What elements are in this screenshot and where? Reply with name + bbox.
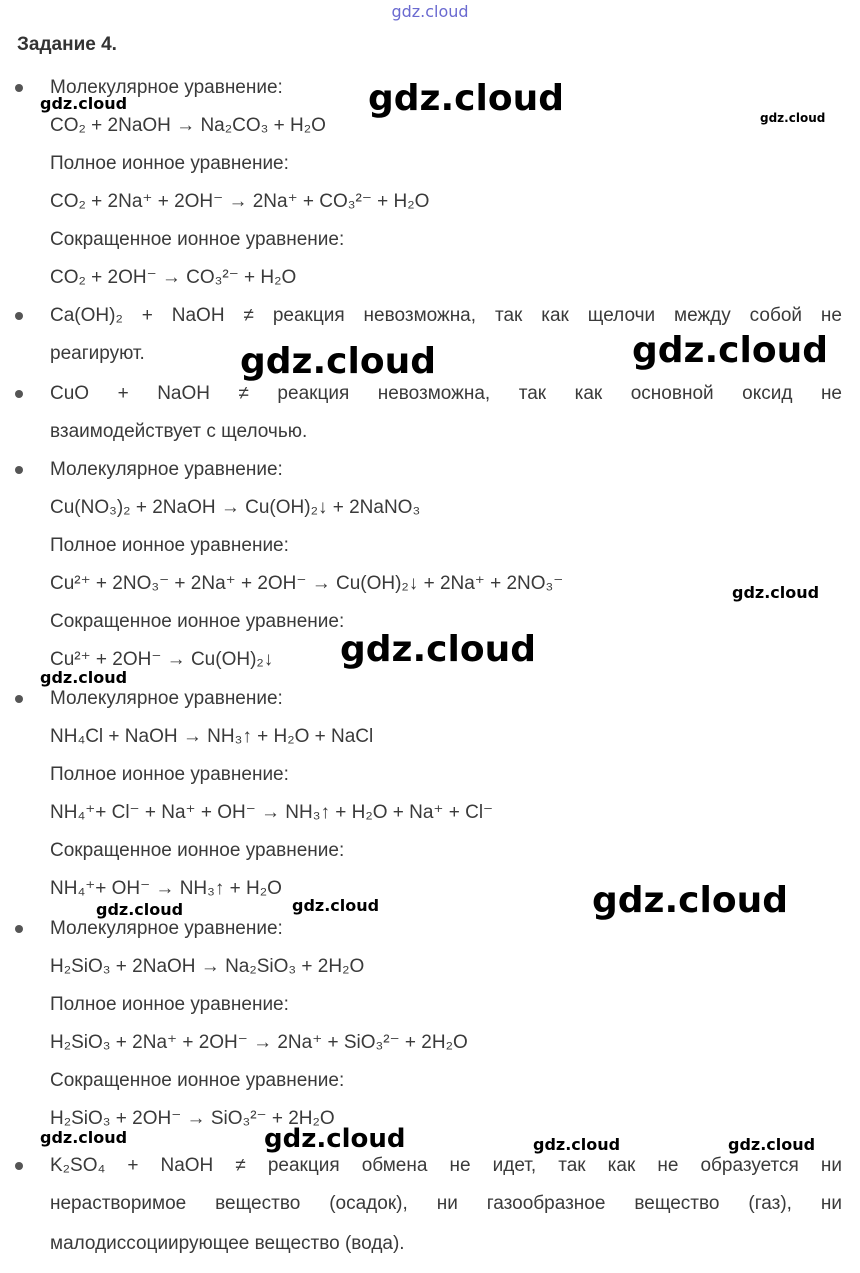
item4-short-equation: Cu²⁺ + 2OH⁻ → Cu(OH)₂↓ xyxy=(50,649,274,670)
watermark-small: gdz.cloud xyxy=(96,900,184,919)
item4-full-equation: Cu²⁺ + 2NO₃⁻ + 2Na⁺ + 2OH⁻ → Cu(OH)₂↓ + 2Na⁺ + 2NO₃⁻ xyxy=(50,573,564,594)
item1-short-equation: CO₂ + 2OH⁻ → CO₃²⁻ + H₂O xyxy=(50,267,297,288)
bullet-4 xyxy=(15,466,23,474)
item6-molecular-equation: H₂SiO₃ + 2NaOH → Na₂SiO₃ + 2H₂O xyxy=(50,956,365,977)
bullet-6 xyxy=(15,925,23,933)
item5-molecular-label: Молекулярное уравнение: xyxy=(50,688,283,709)
item4-short-label: Сокращенное ионное уравнение: xyxy=(50,611,345,632)
item7-line3: малодиссоциирующее вещество (вода). xyxy=(50,1233,405,1254)
watermark-tiny: gdz.cloud xyxy=(760,111,826,125)
watermark-small: gdz.cloud xyxy=(533,1135,621,1154)
item6-full-label: Полное ионное уравнение: xyxy=(50,994,289,1015)
item2-line2: реагируют. xyxy=(50,343,145,364)
item4-molecular-label: Молекулярное уравнение: xyxy=(50,459,283,480)
item5-short-equation: NH₄⁺+ OH⁻ → NH₃↑ + H₂O xyxy=(50,878,282,899)
bullet-7 xyxy=(15,1162,23,1170)
watermark-small: gdz.cloud xyxy=(728,1135,816,1154)
item1-molecular-label: Молекулярное уравнение: xyxy=(50,77,283,98)
watermark-small: gdz.cloud xyxy=(40,668,128,687)
watermark-large: gdz.cloud xyxy=(632,330,828,371)
bullet-5 xyxy=(15,695,23,703)
item3-line1: CuO + NaOH ≠ реакция невозможна, так как основной оксид не xyxy=(50,383,842,404)
watermark-small: gdz.cloud xyxy=(292,896,380,915)
task-heading: Задание 4. xyxy=(17,34,117,55)
watermark-small: gdz.cloud xyxy=(40,1128,128,1147)
item5-full-label: Полное ионное уравнение: xyxy=(50,764,289,785)
item5-full-equation: NH₄⁺+ Cl⁻ + Na⁺ + OH⁻ → NH₃↑ + H₂O + Na⁺ + Cl⁻ xyxy=(50,802,494,823)
item6-short-equation: H₂SiO₃ + 2OH⁻ → SiO₃²⁻ + 2H₂O xyxy=(50,1108,335,1129)
item5-molecular-equation: NH₄Cl + NaOH → NH₃↑ + H₂O + NaCl xyxy=(50,726,374,747)
bullet-2 xyxy=(15,312,23,320)
bullet-3 xyxy=(15,390,23,398)
watermark-large: gdz.cloud xyxy=(340,629,536,670)
watermark-top: gdz.cloud xyxy=(391,2,469,21)
watermark-small: gdz.cloud xyxy=(732,583,820,602)
item6-short-label: Сокращенное ионное уравнение: xyxy=(50,1070,345,1091)
item1-full-label: Полное ионное уравнение: xyxy=(50,153,289,174)
item1-full-equation: CO₂ + 2Na⁺ + 2OH⁻ → 2Na⁺ + CO₃²⁻ + H₂O xyxy=(50,191,430,212)
item1-short-label: Сокращенное ионное уравнение: xyxy=(50,229,345,250)
item7-line1: K₂SO₄ + NaOH ≠ реакция обмена не идет, так как не образуется ни xyxy=(50,1155,842,1176)
item5-short-label: Сокращенное ионное уравнение: xyxy=(50,840,345,861)
watermark-medium: gdz.cloud xyxy=(264,1124,406,1154)
item4-molecular-equation: Cu(NO₃)₂ + 2NaOH → Cu(OH)₂↓ + 2NaNO₃ xyxy=(50,497,421,518)
watermark-large: gdz.cloud xyxy=(368,78,564,119)
watermark-large: gdz.cloud xyxy=(592,880,788,921)
item1-molecular-equation: CO₂ + 2NaOH → Na₂CO₃ + H₂O xyxy=(50,115,326,136)
item3-line2: взаимодействует с щелочью. xyxy=(50,421,308,442)
item4-full-label: Полное ионное уравнение: xyxy=(50,535,289,556)
watermark-small: gdz.cloud xyxy=(40,94,128,113)
item2-line1: Ca(OH)₂ + NaOH ≠ реакция невозможна, так как щелочи между собой не xyxy=(50,305,842,326)
bullet-1 xyxy=(15,84,23,92)
item6-full-equation: H₂SiO₃ + 2Na⁺ + 2OH⁻ → 2Na⁺ + SiO₃²⁻ + 2H₂O xyxy=(50,1032,468,1053)
item6-molecular-label: Молекулярное уравнение: xyxy=(50,918,283,939)
item7-line2: нерастворимое вещество (осадок), ни газообразное вещество (газ), ни xyxy=(50,1193,842,1214)
watermark-large: gdz.cloud xyxy=(240,341,436,382)
